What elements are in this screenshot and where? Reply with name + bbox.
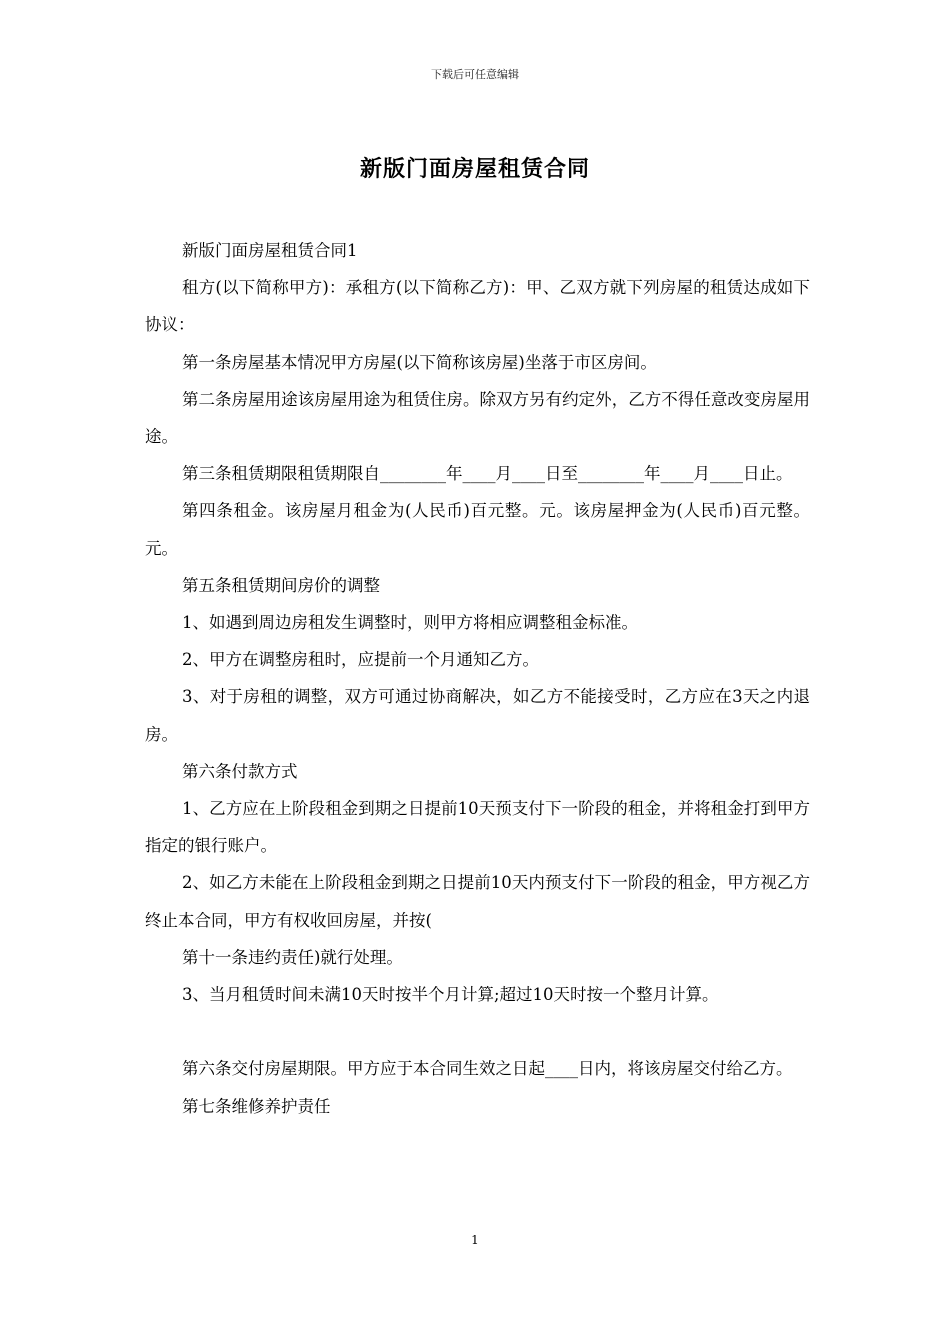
paragraph-article-6-payment: 第六条付款方式 [182, 761, 298, 781]
paragraph-payment-item-2-cont: 第十一条违约责任)就行处理。 [182, 947, 403, 967]
paragraph-article-4: 第四条租金。该房屋月租金为(人民币)百元整。元。该房屋押金为(人民币)百元整。元。 [145, 501, 810, 558]
paragraph-article-5-item-2: 2、甲方在调整房租时，应提前一个月通知乙方。 [182, 650, 539, 670]
paragraph-spacer [145, 1013, 810, 1050]
paragraph-article-5-item-1: 1、如遇到周边房租发生调整时，则甲方将相应调整租金标准。 [182, 613, 638, 633]
paragraph-article-5: 第五条租赁期间房价的调整 [182, 575, 380, 595]
paragraph-article-5-item-3: 3、对于房租的调整，双方可通过协商解决，如乙方不能接受时，乙方应在3天之内退房。 [145, 687, 810, 744]
paragraph-payment-item-2: 2、如乙方未能在上阶段租金到期之日提前10天内预支付下一阶段的租金，甲方视乙方终止本合同，甲方有权收回房屋，并按( [145, 873, 810, 930]
paragraph-article-2: 第二条房屋用途该房屋用途为租赁住房。除双方另有约定外，乙方不得任意改变房屋用途。 [145, 389, 810, 447]
paragraph-article-6-delivery: 第六条交付房屋期限。甲方应于本合同生效之日起____日内，将该房屋交付给乙方。 [182, 1059, 793, 1079]
paragraph-article-1: 第一条房屋基本情况甲方房屋(以下简称该房屋)坐落于市区房间。 [182, 352, 657, 372]
document-body [145, 232, 810, 1125]
header-note: 下载后可任意编辑 [431, 68, 519, 81]
paragraph-contract-heading: 新版门面房屋租赁合同1 [182, 241, 358, 260]
document-title: 新版门面房屋租赁合同 [359, 156, 590, 182]
paragraph-payment-item-3: 3、当月租赁时间未满10天时按半个月计算;超过10天时按一个整月计算。 [182, 985, 719, 1005]
paragraph-parties: 租方(以下简称甲方)：承租方(以下简称乙方)：甲、乙双方就下列房屋的租赁达成如下协议： [145, 278, 810, 335]
paragraph-article-3: 第三条租赁期限租赁期限自________年____月____日至________年____月____日止。 [182, 464, 793, 484]
page-number: 1 [471, 1233, 479, 1247]
paragraph-article-7: 第七条维修养护责任 [182, 1096, 331, 1116]
paragraph-payment-item-1: 1、乙方应在上阶段租金到期之日提前10天预支付下一阶段的租金，并将租金打到甲方指定的银行账户。 [145, 799, 810, 856]
